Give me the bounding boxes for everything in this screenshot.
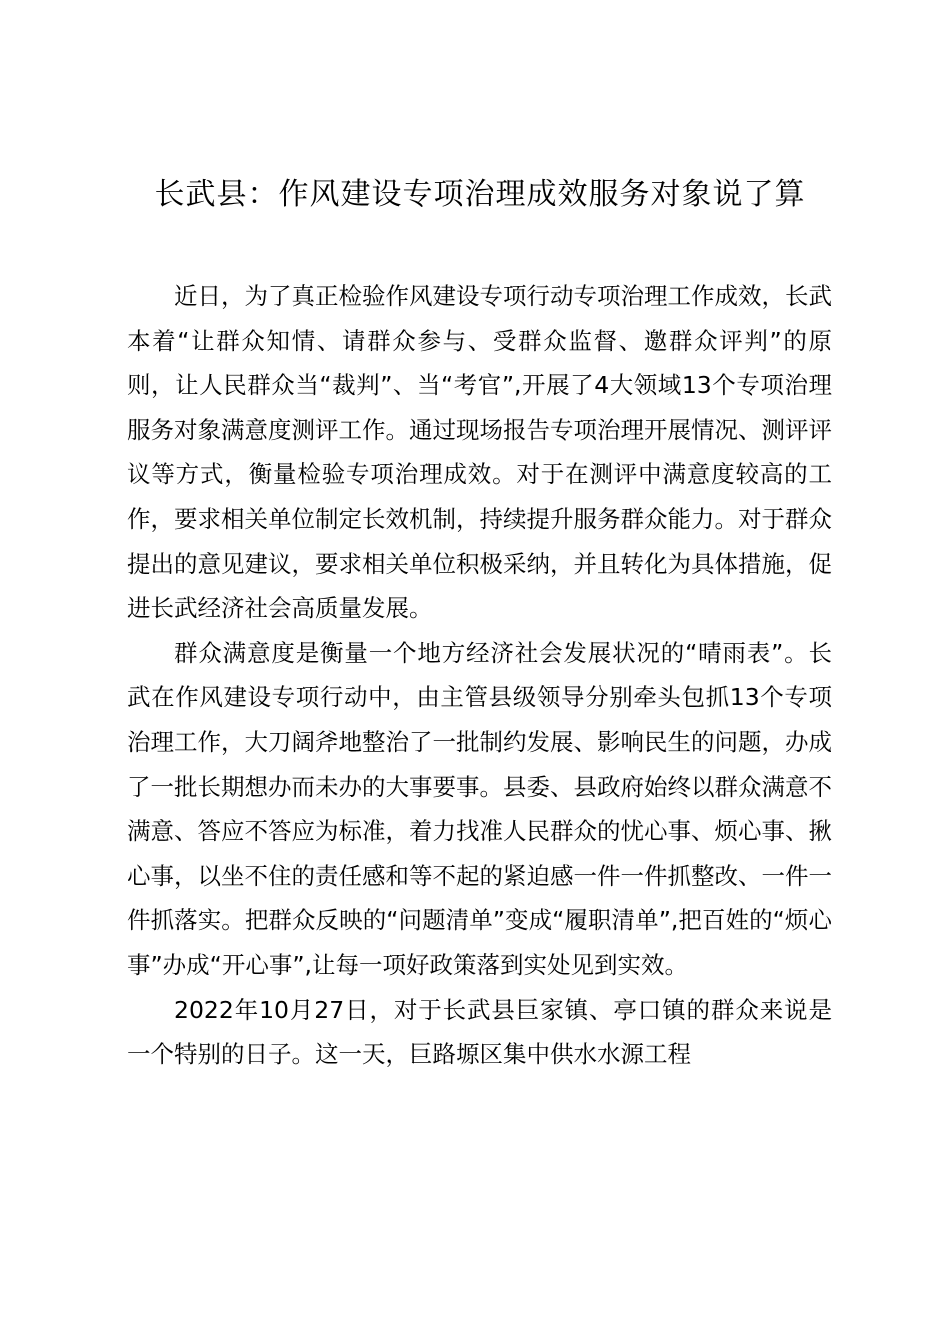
document-title: 长武县：作风建设专项治理成效服务对象说了算 — [154, 177, 806, 212]
document-body — [127, 274, 832, 1077]
paragraph-1: 近日，为了真正检验作风建设专项行动专项治理工作成效，长武本着“让群众知情、请群众参与、受群众监督、邀群众评判”的原则，让人民群众当“裁判”、当“考官”,开展了4大领域13个专项治理服务对象满意度测评工作。通过现场报告专项治理开展情况、测评评议等方式，衡量检验专项治理成效。对于在测评中满意度较高的工作，要求相关单位制定长效机制，持续提升服务群众能力。对于群众提出的意见建议，要求相关单位积极采纳，并且转化为具体措施，促进长武经济社会高质量发展。 — [127, 282, 832, 623]
paragraph-3: 2022年10月27日，对于长武县巨家镇、亭口镇的群众来说是一个特别的日子。这一天，巨路塬区集中供水水源工程 — [127, 995, 832, 1069]
paragraph-2: 群众满意度是衡量一个地方经济社会发展状况的“晴雨表”。长武在作风建设专项行动中，由主管县级领导分别牵头包抓13个专项治理工作，大刀阔斧地整治了一批制约发展、影响民生的问题，办成了一批长期想办而未办的大事要事。县委、县政府始终以群众满意不满意、答应不答应为标准，着力找准人民群众的忧心事、烦心事、揪心事，以坐不住的责任感和等不起的紧迫感一件一件抓整改、一件一件抓落实。把群众反映的“问题清单”变成“履职清单”,把百姓的“烦心事”办成“开心事”,让每一项好政策落到实处见到实效。 — [127, 638, 832, 979]
